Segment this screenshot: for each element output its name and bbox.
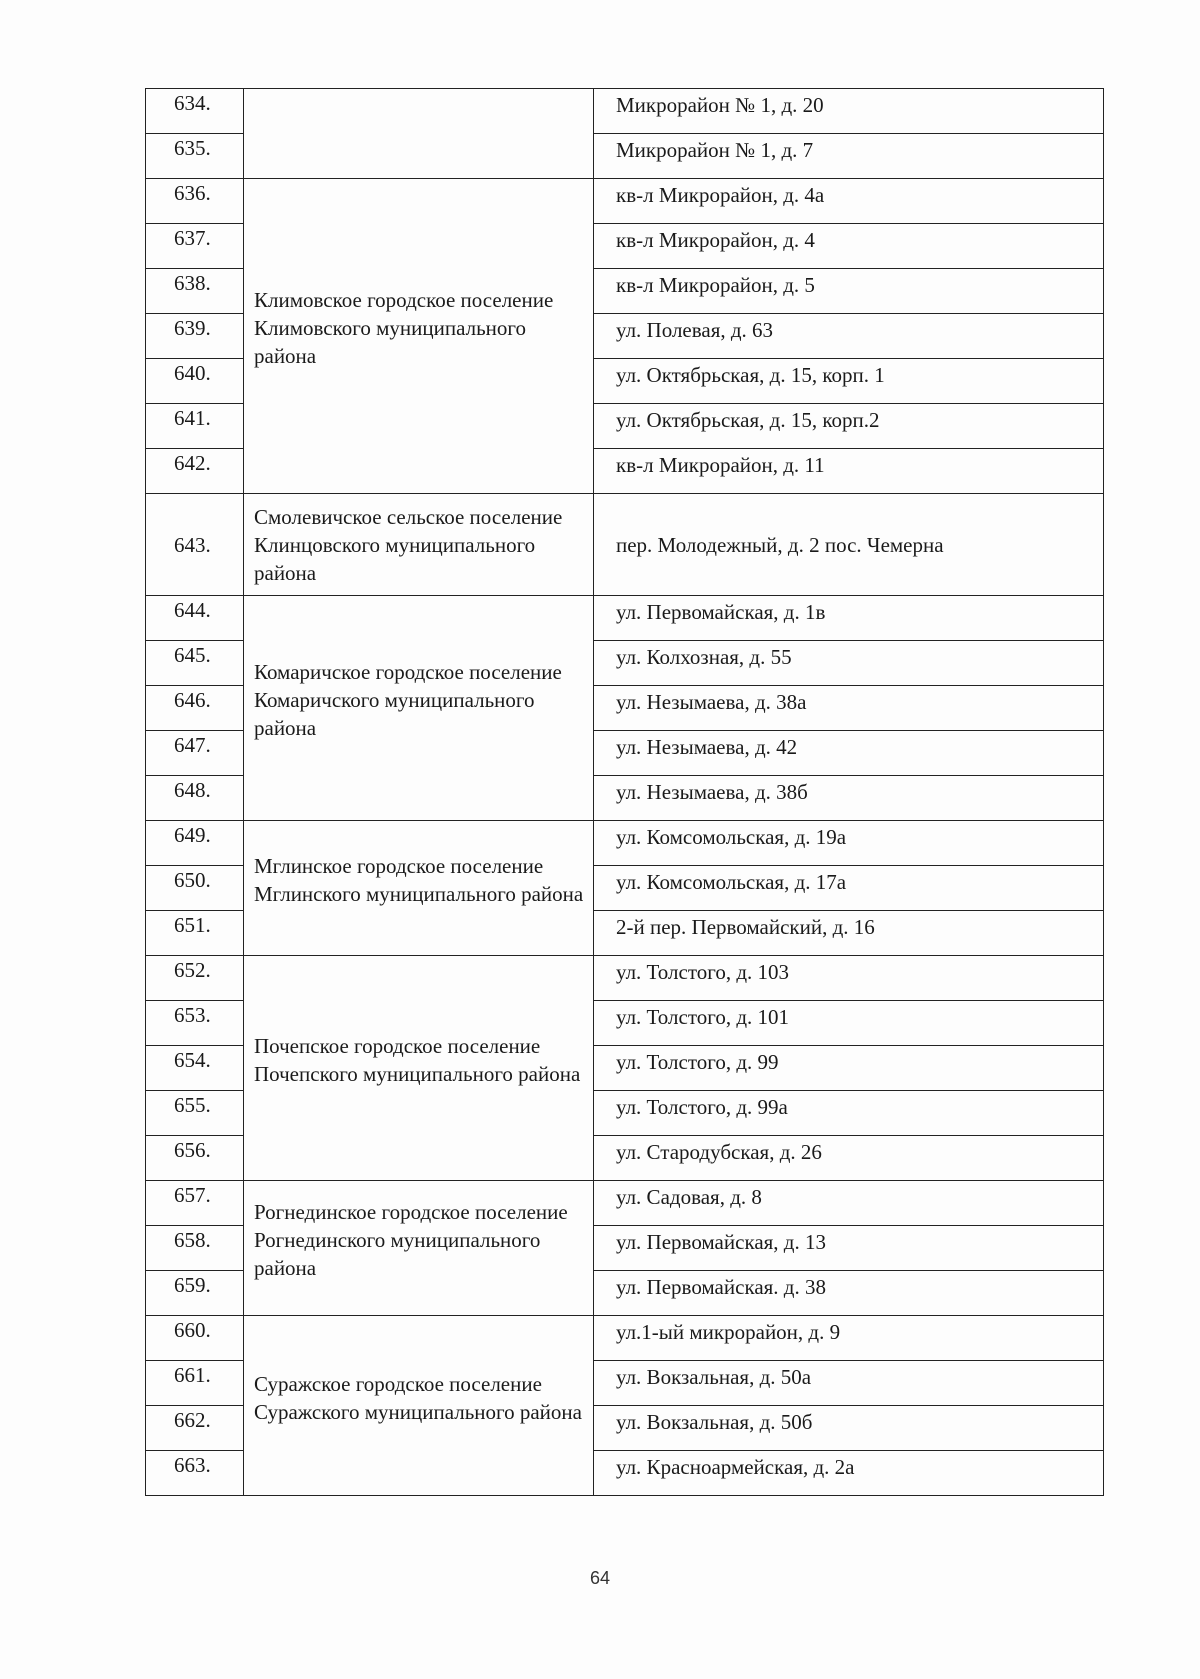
address-cell: Микрорайон № 1, д. 7	[594, 134, 1104, 179]
row-number: 650.	[146, 866, 244, 911]
address-cell: кв-л Микрорайон, д. 11	[594, 449, 1104, 494]
address-cell: Микрорайон № 1, д. 20	[594, 89, 1104, 134]
row-number: 635.	[146, 134, 244, 179]
row-number: 649.	[146, 821, 244, 866]
address-cell: ул. Незымаева, д. 42	[594, 731, 1104, 776]
row-number: 653.	[146, 1001, 244, 1046]
row-number: 657.	[146, 1181, 244, 1226]
table-row	[146, 956, 1104, 1001]
address-cell: ул. Незымаева, д. 38а	[594, 686, 1104, 731]
settlement-cell	[244, 89, 594, 179]
row-number: 659.	[146, 1271, 244, 1316]
address-cell: ул. Первомайская, д. 1в	[594, 596, 1104, 641]
row-number: 642.	[146, 449, 244, 494]
address-cell: ул. Толстого, д. 99а	[594, 1091, 1104, 1136]
row-number: 638.	[146, 269, 244, 314]
address-cell: ул. Красноармейская, д. 2а	[594, 1451, 1104, 1496]
address-cell: кв-л Микрорайон, д. 4а	[594, 179, 1104, 224]
address-table	[145, 88, 1104, 1496]
row-number: 645.	[146, 641, 244, 686]
row-number: 656.	[146, 1136, 244, 1181]
table-row	[146, 1181, 1104, 1226]
row-number: 644.	[146, 596, 244, 641]
address-cell: ул. Толстого, д. 101	[594, 1001, 1104, 1046]
table-row	[146, 89, 1104, 134]
address-cell: пер. Молодежный, д. 2 пос. Чемерна	[594, 494, 1104, 596]
table-row	[146, 179, 1104, 224]
row-number: 643.	[146, 494, 244, 596]
settlement-cell: Комаричское городское поселение Комаричского муниципального района	[244, 596, 594, 821]
table-row	[146, 1316, 1104, 1361]
row-number: 648.	[146, 776, 244, 821]
row-number: 636.	[146, 179, 244, 224]
row-number: 646.	[146, 686, 244, 731]
address-cell: кв-л Микрорайон, д. 5	[594, 269, 1104, 314]
settlement-cell: Климовское городское поселение Климовского муниципального района	[244, 179, 594, 494]
address-cell: ул. Садовая, д. 8	[594, 1181, 1104, 1226]
address-cell: ул. Колхозная, д. 55	[594, 641, 1104, 686]
row-number: 658.	[146, 1226, 244, 1271]
row-number: 663.	[146, 1451, 244, 1496]
row-number: 640.	[146, 359, 244, 404]
address-cell: ул. Вокзальная, д. 50а	[594, 1361, 1104, 1406]
address-cell: ул. Толстого, д. 99	[594, 1046, 1104, 1091]
row-number: 641.	[146, 404, 244, 449]
address-cell: ул. Незымаева, д. 38б	[594, 776, 1104, 821]
address-cell: ул. Октябрьская, д. 15, корп.2	[594, 404, 1104, 449]
table-row	[146, 596, 1104, 641]
row-number: 662.	[146, 1406, 244, 1451]
page-number: 64	[589, 1568, 611, 1588]
row-number: 652.	[146, 956, 244, 1001]
address-cell: кв-л Микрорайон, д. 4	[594, 224, 1104, 269]
settlement-cell: Смолевичское сельское поселение Клинцовского муниципального района	[244, 494, 594, 596]
row-number: 634.	[146, 89, 244, 134]
address-cell: ул. Первомайская. д. 38	[594, 1271, 1104, 1316]
address-cell: ул. Вокзальная, д. 50б	[594, 1406, 1104, 1451]
settlement-cell: Мглинское городское поселение Мглинского муниципального района	[244, 821, 594, 956]
table-row	[146, 494, 1104, 596]
settlement-cell: Суражское городское поселение Суражского муниципального района	[244, 1316, 594, 1496]
row-number: 639.	[146, 314, 244, 359]
address-cell: ул. Октябрьская, д. 15, корп. 1	[594, 359, 1104, 404]
row-number: 637.	[146, 224, 244, 269]
row-number: 655.	[146, 1091, 244, 1136]
row-number: 654.	[146, 1046, 244, 1091]
row-number: 661.	[146, 1361, 244, 1406]
address-cell: 2-й пер. Первомайский, д. 16	[594, 911, 1104, 956]
address-cell: ул. Полевая, д. 63	[594, 314, 1104, 359]
address-cell: ул.1-ый микрорайон, д. 9	[594, 1316, 1104, 1361]
table-row	[146, 821, 1104, 866]
settlement-cell: Рогнединское городское поселение Рогнединского муниципального района	[244, 1181, 594, 1316]
row-number: 651.	[146, 911, 244, 956]
address-cell: ул. Первомайская, д. 13	[594, 1226, 1104, 1271]
address-cell: ул. Комсомольская, д. 17а	[594, 866, 1104, 911]
settlement-cell: Почепское городское поселение Почепского муниципального района	[244, 956, 594, 1181]
row-number: 647.	[146, 731, 244, 776]
address-cell: ул. Комсомольская, д. 19а	[594, 821, 1104, 866]
address-cell: ул. Толстого, д. 103	[594, 956, 1104, 1001]
row-number: 660.	[146, 1316, 244, 1361]
address-cell: ул. Стародубская, д. 26	[594, 1136, 1104, 1181]
